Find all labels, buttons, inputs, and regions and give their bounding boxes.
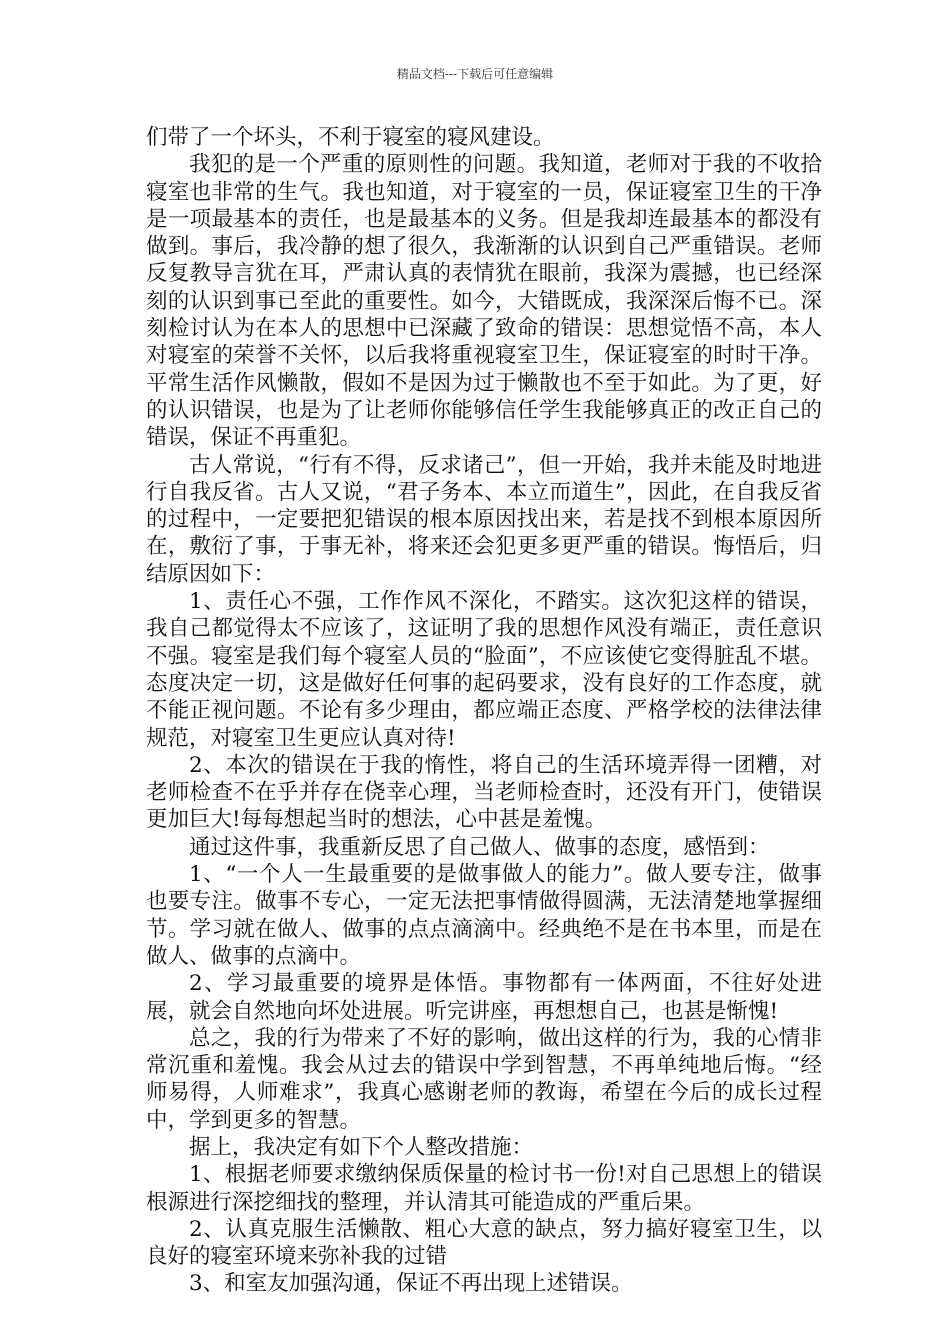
paragraph-6: 通过这件事，我重新反思了自己做人、做事的态度，感悟到： <box>189 834 770 860</box>
paragraph-4: 1、责任心不强，工作作风不深化，不踏实。这次犯这样的错误，我自己都觉得太不应该了，这证明了我的思想作风没有端正，责任意识不强。寝室是我们每个寝室人员的“脸面”，不应该使它变得脏乱不堪。态度决定一切，这是做好任何事的起码要求，没有良好的工作态度，就不能正视问题。不论有多少理由，都应端正态度、严格学校的法律法律规范，对寝室卫生更应认真对待! <box>146 589 822 751</box>
paragraph-12: 2、认真克服生活懒散、粗心大意的缺点，努力搞好寝室卫生，以良好的寝室环境来弥补我的过错 <box>146 1216 822 1270</box>
page-header: 精品文档---下载后可任意编辑 <box>396 67 554 81</box>
document-body <box>146 124 822 1298</box>
paragraph-8: 2、学习最重要的境界是体悟。事物都有一体两面，不往好处进展，就会自然地向坏处进展。听完讲座，再想想自己，也甚是惭愧! <box>146 971 822 1024</box>
paragraph-2: 我犯的是一个严重的原则性的问题。我知道，老师对于我的不收拾寝室也非常的生气。我也知道，对于寝室的一员，保证寝室卫生的干净是一项最基本的责任，也是最基本的义务。但是我却连最基本的都没有做到。事后，我冷静的想了很久，我渐渐的认识到自己严重错误。老师反复教导言犹在耳，严肃认真的表情犹在眼前，我深为震撼，也已经深刻的认识到事已至此的重要性。如今，大错既成，我深深后悔不已。深刻检讨认为在本人的思想中已深藏了致命的错误：思想觉悟不高，本人对寝室的荣誉不关怀，以后我将重视寝室卫生，保证寝室的时时干净。平常生活作风懒散，假如不是因为过于懒散也不至于如此。为了更，好的认识错误，也是为了让老师你能够信任学生我能够真正的改正自己的错误，保证不再重犯。 <box>146 152 822 451</box>
paragraph-9: 总之，我的行为带来了不好的影响，做出这样的行为，我的心情非常沉重和羞愧。我会从过去的错误中学到智慧，不再单纯地后悔。“经师易得，人师难求”，我真心感谢老师的教诲，希望在今后的成长过程中，学到更多的智慧。 <box>146 1025 822 1133</box>
paragraph-1: 们带了一个坏头，不利于寝室的寝风建设。 <box>146 125 555 150</box>
paragraph-13: 3、和室友加强沟通，保证不再出现上述错误。 <box>189 1271 633 1297</box>
paragraph-3: 古人常说，“行有不得，反求诸己”，但一开始，我并未能及时地进行自我反省。古人又说，“君子务本、本立而道生”，因此，在自我反省的过程中，一定要把犯错误的根本原因找出来，若是找不到根本原因所在，敷衍了事，于事无补，将来还会犯更多更严重的错误。悔悟后，归结原因如下： <box>146 452 822 587</box>
paragraph-7: 1、“一个人一生最重要的是做事做人的能力”。做人要专注，做事也要专注。做事不专心，一定无法把事情做得圆满，无法清楚地掌握细节。学习就在做人、做事的点点滴滴中。经典绝不是在书本里，而是在做人、做事的点滴中。 <box>146 862 822 969</box>
paragraph-11: 1、根据老师要求缴纳保质保量的检讨书一份!对自己思想上的错误根源进行深挖细找的整理，并认清其可能造成的严重后果。 <box>146 1162 822 1215</box>
paragraph-5: 2、本次的错误在于我的惰性，将自己的生活环境弄得一团糟，对老师检查不在乎并存在侥幸心理，当老师检查时，还没有开门，使错误更加巨大!每每想起当时的想法，心中甚是羞愧。 <box>146 752 822 833</box>
paragraph-10: 据上，我决定有如下个人整改措施： <box>189 1134 534 1160</box>
